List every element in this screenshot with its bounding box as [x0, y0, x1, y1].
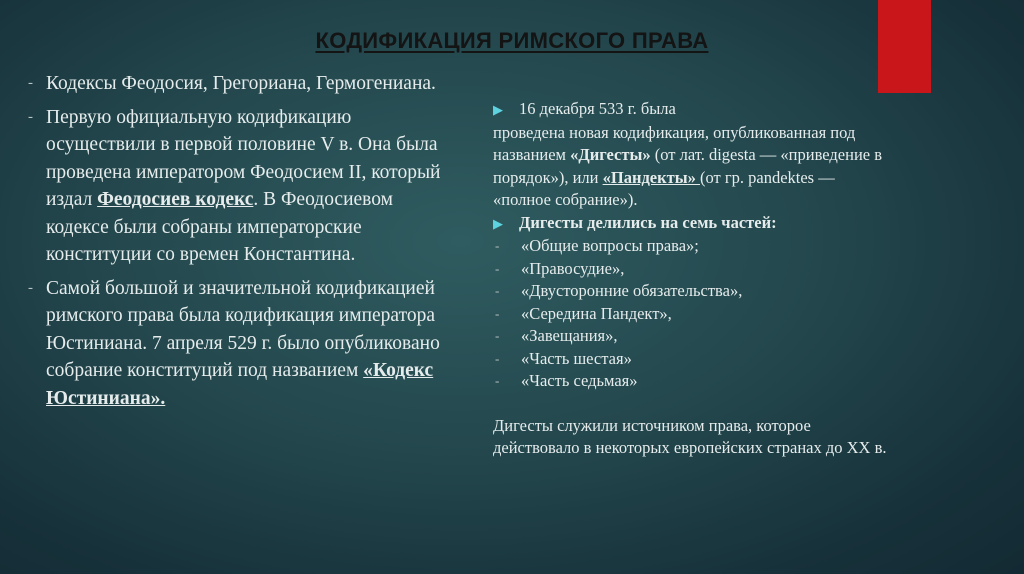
- parts-heading: ▶ Дигесты делились на семь частей:: [493, 212, 893, 236]
- dash-bullet-icon: -: [495, 373, 500, 388]
- left-column: [28, 70, 448, 418]
- left-paragraph-1: - Кодексы Феодосия, Грегориана, Гермогениана.: [28, 70, 448, 98]
- dash-bullet-icon: -: [28, 108, 33, 125]
- list-item: - «Часть шестая»: [493, 348, 893, 371]
- dash-bullet-icon: -: [495, 238, 500, 253]
- justinian-code-term: «Кодекс Юстиниана».: [46, 360, 434, 409]
- dash-bullet-icon: -: [28, 279, 33, 296]
- list-item: - «Часть седьмая»: [493, 370, 893, 393]
- dash-bullet-icon: -: [495, 305, 500, 321]
- dash-bullet-icon: -: [495, 260, 500, 276]
- triangle-bullet-icon: ▶: [493, 215, 503, 231]
- left-paragraph-2: - Первую официальную кодификацию осуществили в первой половине V в. Она была проведена императором Феодосием II, который издал Феодосиев кодекс. В Феодосиевом кодексе были собраны императорские конституции со времен Константина.: [28, 104, 448, 269]
- list-item: - «Общие вопросы права»;: [493, 235, 893, 258]
- parts-list: [493, 235, 893, 393]
- triangle-bullet-icon: ▶: [493, 102, 503, 117]
- dash-bullet-icon: -: [495, 350, 500, 366]
- list-item: - «Середина Пандект»,: [493, 303, 893, 326]
- dash-bullet-icon: -: [495, 283, 500, 298]
- digests-term: «Дигесты»: [570, 145, 651, 164]
- digests-intro: ▶ 16 декабря 533 г. была проведена новая кодификация, опубликованная под названием «Дигесты» (от лат. digesta — «приведение в порядок»), или «Пандекты» (от гр. pandektes — «полное собрание»).: [493, 99, 883, 209]
- list-item: - «Двусторонние обязательства»,: [493, 280, 893, 303]
- page-title: КОДИФИКАЦИЯ РИМСКОГО ПРАВА: [315, 28, 709, 53]
- pandects-term: «Пандекты»: [602, 167, 700, 187]
- closing-paragraph: Дигесты служили источником права, которое действовало в некоторых европейских странах до XX в.: [493, 415, 887, 457]
- right-column: [493, 98, 893, 460]
- list-item: - «Правосудие»,: [493, 258, 893, 281]
- left-paragraph-3: - Самой большой и значительной кодификацией римского права была кодификация императора Юстиниана. 7 апреля 529 г. было опубликовано собрание конституций под названием «Кодекс Юстиниана».: [28, 275, 448, 413]
- dash-bullet-icon: -: [495, 328, 500, 343]
- dash-bullet-icon: -: [28, 75, 33, 91]
- theodosian-code-term: Феодосиев кодекс: [97, 189, 254, 210]
- list-item: - «Завещания»,: [493, 325, 893, 348]
